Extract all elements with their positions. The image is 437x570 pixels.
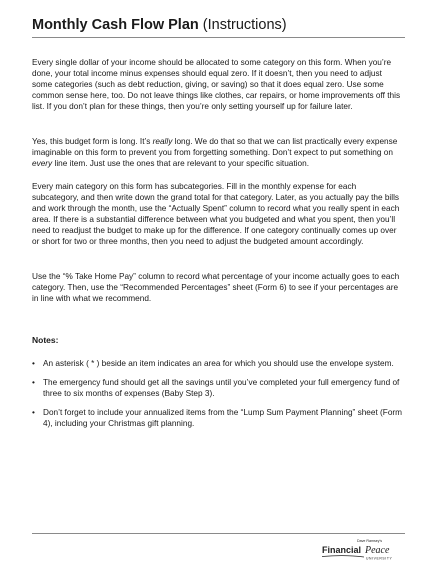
bullet-icon: • — [32, 359, 35, 368]
footer-divider — [32, 533, 405, 534]
paragraph-subcategories: Every main category on this form has subcategories. Fill in the monthly expense for each subcategory, and then write down the grand total for that category. Later, as you actually pay the bills and work through the month, use the “Actually Spent” column to record what you really spent in each area. If there is a substantial difference between what you budgeted and what you spent, then you’ll need to readjust the budget to make up for the difference. If one category continually comes up over or short for two or three months, then you need to adjust the budgeted amount accordingly. — [32, 182, 400, 247]
logo-main-text-b: Peace — [365, 545, 390, 556]
bullet-icon: • — [32, 408, 35, 418]
logo-top-text: Dave Ramsey's — [357, 539, 383, 543]
list-item — [32, 377, 404, 399]
header-divider — [32, 37, 405, 38]
p2-emphasis-every: every — [32, 159, 53, 169]
list-item — [32, 407, 404, 429]
financial-peace-logo — [320, 536, 408, 564]
page-title-subtitle: (Instructions) — [202, 17, 287, 33]
list-item — [32, 358, 404, 369]
notes-list — [32, 358, 404, 437]
paragraph-take-home-pay: Use the “% Take Home Pay” column to record what percentage of your income actually goes to each category. Then, use the “Recommended Percentages” sheet (Form 6) to see if your percentages are in line with what we recommend. — [32, 272, 400, 304]
paragraph-zero-based: Every single dollar of your income should be allocated to some category on this form. When you’re done, your total income minus expenses should equal zero. If it doesn’t, then you need to adjust some categories (such as debt reduction, giving, or saving) so that it does equal zero. Use some common sense here, too. Do not leave things like clothes, car repairs, or home improvements off this list. If you don’t plan for these things, then you’re only setting yourself up for failure later. — [32, 58, 401, 112]
logo-sub-text: UNIVERSITY — [366, 556, 393, 561]
note-text: Don’t forget to include your annualized items from the “Lump Sum Payment Planning” sheet (Form 4), including your Christmas gift planning. — [43, 408, 403, 429]
bullet-icon: • — [32, 378, 35, 388]
notes-heading: Notes: — [32, 335, 59, 345]
note-text: The emergency fund should get all the savings until you’ve completed your full emergency fund of three to six months of expenses (Baby Step 3). — [43, 378, 400, 399]
p2-emphasis-really: really — [152, 137, 173, 146]
p2-part-c: line item. Just use the ones that are relevant to your specific situation. — [52, 159, 309, 169]
logo-main-text-a: Financial — [322, 545, 362, 555]
note-text: An asterisk ( * ) beside an item indicates an area for which you should use the envelope system. — [43, 359, 394, 368]
page-title-main: Monthly Cash Flow Plan — [32, 17, 199, 33]
p2-part-b: long. We do that so that we can list practically every expense imaginable on this form to prevent you from forgetting something. Don’t expect to put something on — [32, 137, 398, 158]
paragraph-form-length — [32, 136, 404, 169]
p2-part-a: Yes, this budget form is long. It’s — [32, 137, 153, 146]
logo-swoosh-icon — [322, 556, 364, 557]
page-title — [32, 15, 287, 35]
